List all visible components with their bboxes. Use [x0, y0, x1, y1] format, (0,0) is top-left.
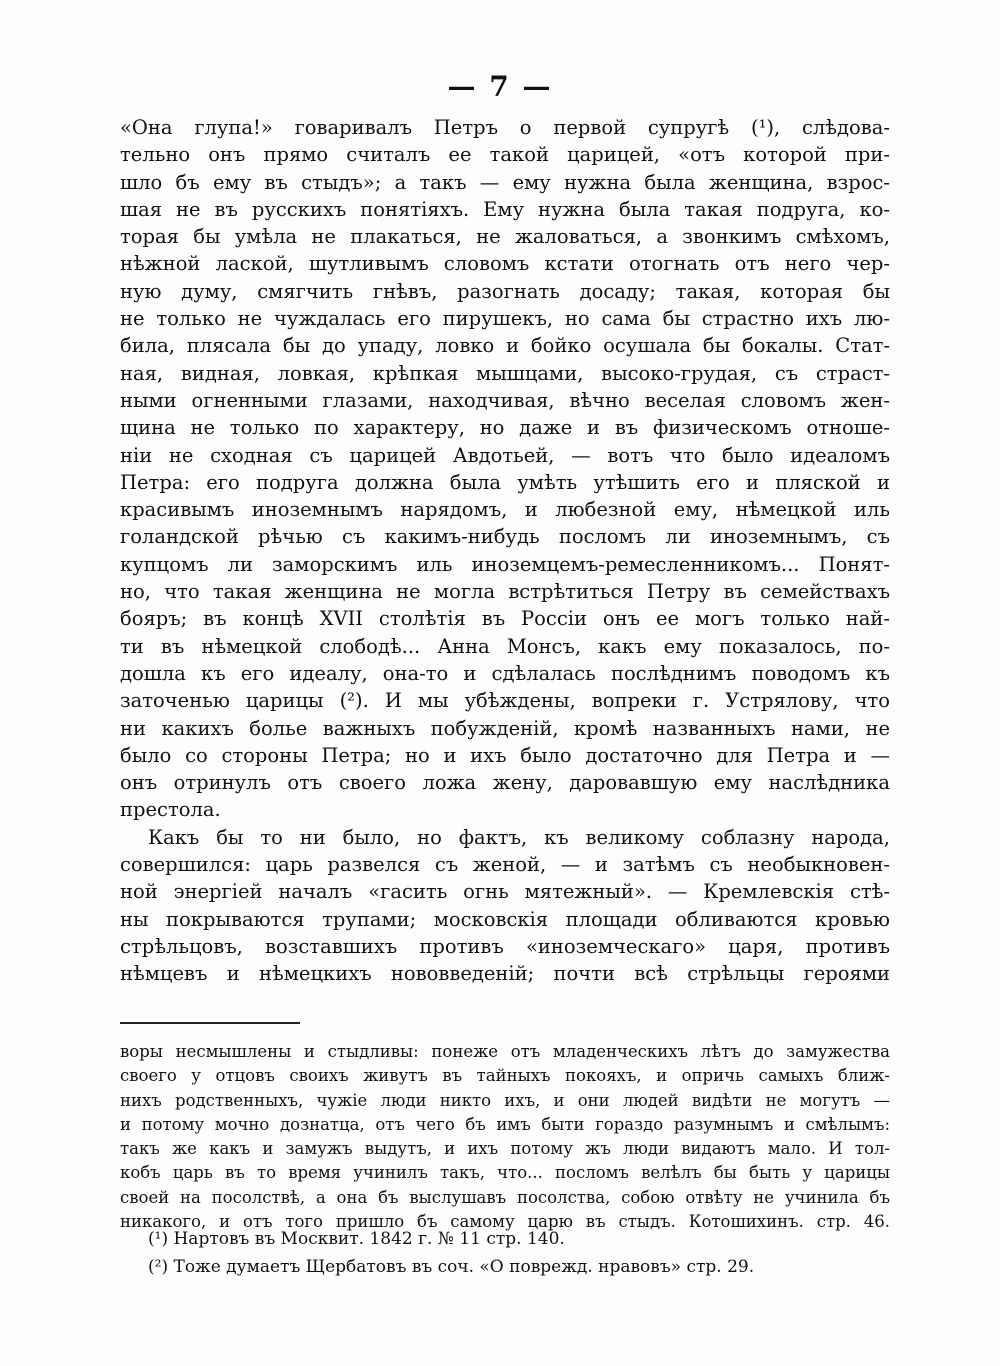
text-line: голандской рѣчью съ какимъ-нибудь посломъ ли иноземнымъ, съ: [120, 525, 890, 549]
text-line: ная, видная, ловкая, крѣпкая мышцами, высоко-грудая, съ страст-: [120, 361, 890, 385]
main-text: [120, 114, 890, 988]
text-line: нѣжной лаской, шутливымъ словомъ кстати отогнать отъ него чер-: [120, 252, 890, 276]
note-line: нихъ родственныхъ, чужіе люди никто ихъ, и они людей видѣти не могутъ —: [120, 1090, 890, 1110]
note-line: такъ же какъ и замужъ выдутъ, и ихъ потому жъ люди видаютъ мало. И тол-: [120, 1139, 890, 1159]
text-line: ную думу, смягчить гнѣвъ, разогнать досаду; такая, которая бы: [120, 279, 890, 303]
text-line: совершился: царь развелся съ женой, — и затѣмъ съ необыкновен-: [120, 853, 890, 877]
footnote-1: (¹) Нартовъ въ Москвит. 1842 г. № 11 стр. 140.: [148, 1229, 565, 1249]
footnote-2: (²) Тоже думаетъ Щербатовъ въ соч. «О поврежд. нравовъ» стр. 29.: [148, 1257, 755, 1277]
note-line: и потому мочно дознатца, отъ чего бъ имъ быти гораздо разумнымъ и смѣлымъ:: [120, 1114, 890, 1134]
text-line: купцомъ ли заморскимъ иль иноземцемъ-ремесленникомъ... Понят-: [120, 552, 890, 576]
note-line: кобъ царь въ то время учинилъ такъ, что... посломъ велѣлъ бы быть у царицы: [120, 1163, 890, 1183]
text-line: ни какихъ болье важныхъ побужденій, кромѣ названныхъ нами, не: [120, 716, 890, 740]
footnote-continuation: [120, 1040, 890, 1234]
text-line: «Она глупа!» говаривалъ Петръ о первой супругѣ (¹), слѣдова-: [120, 116, 890, 139]
text-line: ны покрываются трупами; московскія площади обливаются кровью: [120, 907, 890, 931]
text-line: онъ отринулъ отъ своего ложа жену, даровавшую ему наслѣдника: [120, 771, 890, 795]
text-line: заточенью царицы (²). И мы убѣждены, вопреки г. Устрялову, что: [120, 689, 890, 713]
text-line: шло бъ ему въ стыдъ»; а такъ — ему нужна была женщина, взрос-: [120, 170, 890, 194]
page-number: — 7 —: [447, 70, 553, 103]
text-line: престола.: [120, 798, 221, 822]
text-line: шая не въ русскихъ понятіяхъ. Ему нужна была такая подруга, ко-: [120, 197, 890, 221]
text-line: тельно онъ прямо считалъ ее такой царицей, «отъ которой при-: [120, 143, 890, 167]
text-line: но, что такая женщина не могла встрѣтиться Петру въ семействахъ: [120, 580, 890, 604]
text-line: ными огненными глазами, находчивая, вѣчно веселая словомъ жен-: [120, 388, 890, 412]
text-line: нѣмцевъ и нѣмецкихъ нововведеній; почти всѣ стрѣльцы героями: [120, 962, 890, 986]
text-line: стрѣльцовъ, возставшихъ противъ «иноземческаго» царя, противъ: [120, 934, 890, 958]
text-line: торая бы умѣла не плакаться, не жаловаться, а звонкимъ смѣхомъ,: [120, 225, 890, 249]
text-line: красивымъ иноземнымъ нарядомъ, и любезной ему, нѣмецкой иль: [120, 498, 890, 522]
text-line: Какъ бы то ни было, но фактъ, къ великому соблазну народа,: [148, 825, 890, 849]
footnotes: [120, 1225, 890, 1281]
text-line: ной энергіей началъ «гасить огнь мятежный». — Кремлевскія стѣ-: [120, 880, 890, 904]
note-line: никакого, и отъ того пришло бъ самому царю въ стыдъ. Котошихинъ. стр. 46.: [120, 1212, 890, 1232]
text-line: дошла къ его идеалу, она-то и сдѣлалась послѣднимъ поводомъ къ: [120, 661, 890, 685]
text-line: бояръ; въ концѣ XVII столѣтія въ Россіи онъ ее могъ только най-: [120, 607, 890, 631]
text-line: била, плясала бы до упаду, ловко и бойко осушала бы бокалы. Стат-: [120, 334, 890, 358]
text-line: Петра: его подруга должна была умѣть утѣшить его и пляской и: [120, 470, 890, 494]
note-line: воры несмышлены и стыдливы: понеже отъ младенческихъ лѣтъ до замужества: [120, 1042, 890, 1061]
text-line: было со стороны Петра; но и ихъ было достаточно для Петра и —: [120, 743, 890, 767]
text-line: ніи не сходная съ царицей Авдотьей, — вотъ что было идеаломъ: [120, 443, 890, 467]
text-line: щина не только по характеру, но даже и въ физическомъ отноше-: [120, 416, 890, 440]
note-line: своей на посолствѣ, а она бъ выслушавъ посолства, собою отвѣту не учинила бъ: [120, 1187, 890, 1207]
text-line: ти въ нѣмецкой слободѣ... Анна Монсъ, какъ ему показалось, по-: [120, 634, 890, 658]
footnote-divider: [120, 1022, 300, 1024]
text-line: не только не чуждалась его пирушекъ, но сама бы страстно ихъ лю-: [120, 307, 890, 331]
note-line: своего у отцовъ своихъ живутъ въ тайныхъ покояхъ, и опричь самыхъ ближ-: [120, 1066, 890, 1086]
